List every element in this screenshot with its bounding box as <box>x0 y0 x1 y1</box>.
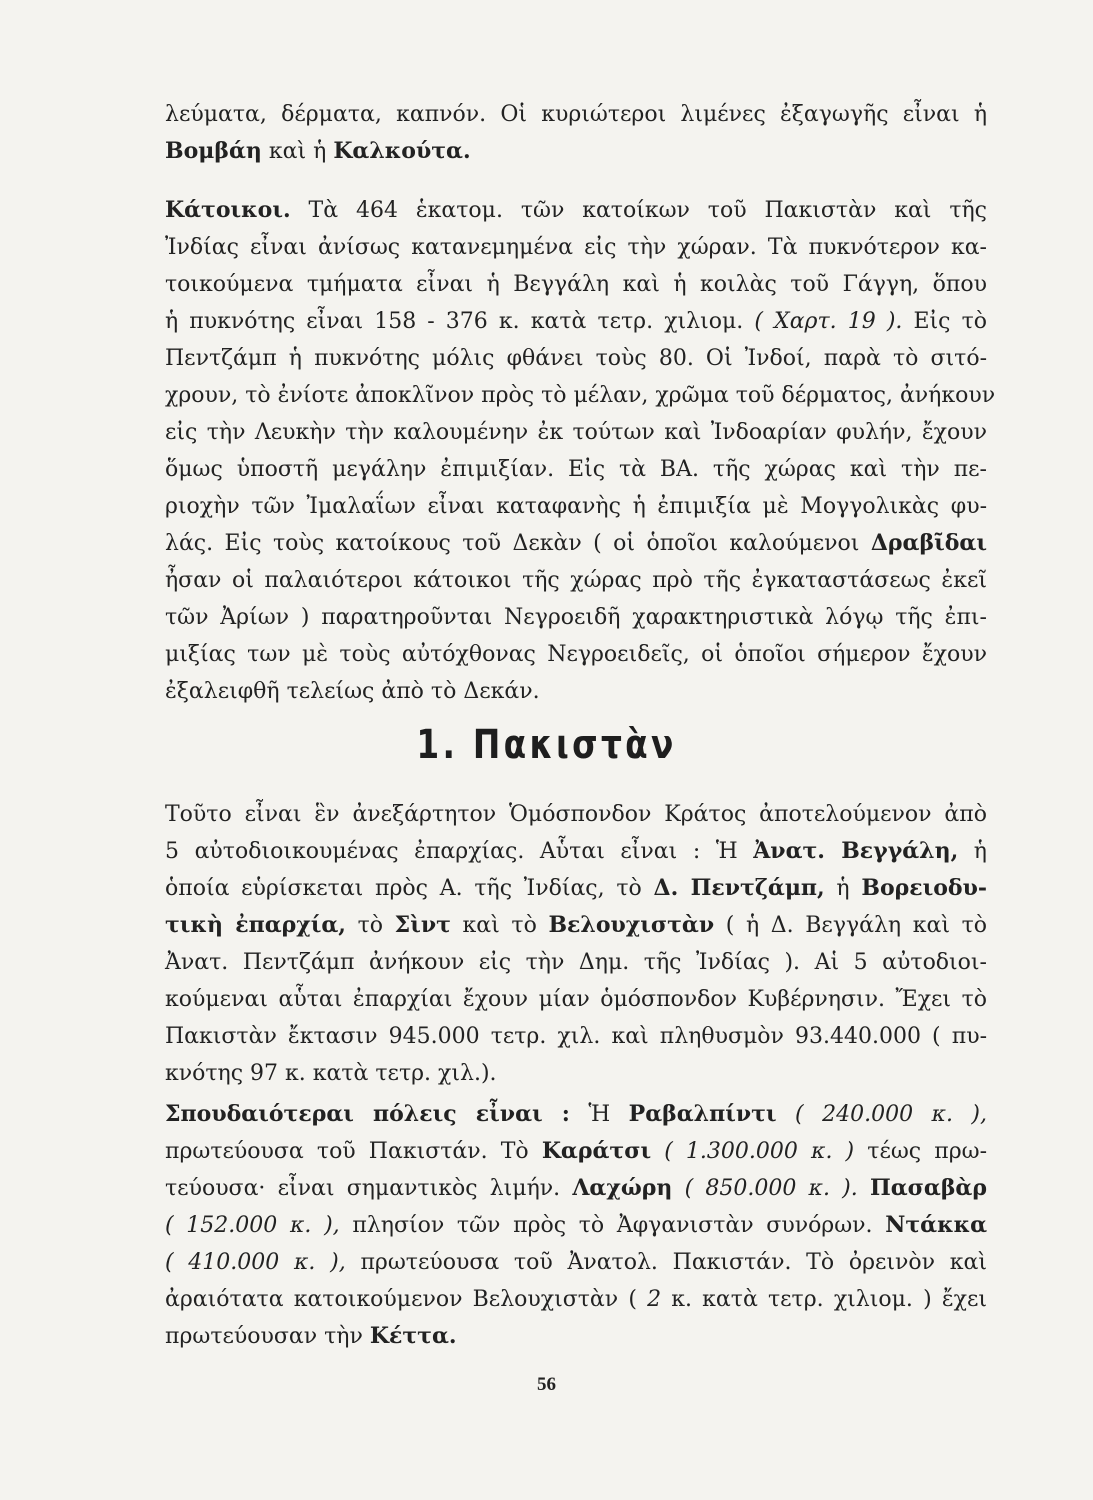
text-run: πρωτεύουσα τοῦ Ἀνατολ. Πακιστάν. Τὸ ὀρεινὸν καὶ <box>345 1250 987 1275</box>
bold-term: Ραβαλπίντι <box>628 1101 777 1127</box>
text-line <box>165 1018 987 1055</box>
text-run: ὁποία εὑρίσκεται πρὸς Α. τῆς Ἰνδίας, τὸ <box>165 876 654 901</box>
text-run: ἡ <box>958 839 987 864</box>
text-run: τῶν Ἀρίων ) παρατηροῦνται Νεγροειδῆ χαρακτηριστικὰ λόγῳ τῆς ἐπι- <box>165 605 987 630</box>
text-line <box>165 377 996 414</box>
text-run: τεύουσα· εἶναι σημαντικὸς λιμήν. <box>165 1176 573 1201</box>
bold-term: Κέττα. <box>369 1323 457 1349</box>
bold-term: Δραβῖδαι <box>870 530 987 556</box>
text-run: ἦσαν οἱ παλαιότεροι κάτοικοι τῆς χώρας πρὸ τῆς ἐγκαταστάσεως ἐκεῖ <box>165 568 987 593</box>
text-line <box>165 303 987 340</box>
text-run: ἡ <box>824 876 862 901</box>
text-line <box>165 266 987 303</box>
text-line <box>165 870 987 907</box>
text-run: Ἀνατ. Πεντζάμπ ἀνήκουν εἰς τὴν Δημ. τῆς Ἰνδίας ). Αἱ 5 αὐτοδιοι- <box>165 950 987 975</box>
bold-term: τικὴ ἐπαρχία, <box>165 912 346 938</box>
text-line <box>165 96 987 133</box>
text-run: χρουν, τὸ ἐνίοτε ἀποκλῖνον πρὸς τὸ μέλαν, χρῶμα τοῦ δέρματος, ἀνήκουν <box>165 383 996 408</box>
text-line <box>165 1244 987 1281</box>
text-run: ἡ πυκνότης εἶναι 158 - 376 κ. κατὰ τετρ. χιλιομ. <box>165 309 755 334</box>
text-line <box>165 796 987 833</box>
inhabitants-paragraph <box>165 192 996 710</box>
bold-term: Σὶντ <box>394 912 451 938</box>
text-run: πρωτεύουσα τοῦ Πακιστάν. Τὸ <box>165 1139 542 1164</box>
text-run: κ. κατὰ τετρ. χιλιομ. ) ἔχει <box>661 1287 987 1312</box>
bold-term: Πασαβὰρ <box>869 1175 987 1201</box>
text-run: τέως πρω- <box>854 1139 987 1164</box>
intro-paragraph <box>165 96 987 170</box>
text-line <box>165 1281 987 1318</box>
italic-note: ( 1.300.000 κ. ) <box>651 1139 855 1164</box>
text-line <box>165 229 987 266</box>
text-run: ἀραιότατα κατοικούμενον Βελουχιστὰν ( <box>165 1287 648 1312</box>
cities-paragraph <box>165 1096 987 1355</box>
text-run: κνότης 97 κ. κατὰ τετρ. χιλ.). <box>165 1061 497 1086</box>
text-run: Πακιστὰν ἔκτασιν 945.000 τετρ. χιλ. καὶ πληθυσμὸν 93.440.000 ( πυ- <box>165 1024 987 1049</box>
text-line <box>165 133 987 170</box>
text-line <box>165 192 987 229</box>
text-run: τοικούμενα τμήματα εἶναι ἡ Βεγγάλη καὶ ἡ κοιλὰς τοῦ Γάγγη, ὅπου <box>165 272 987 297</box>
text-line <box>165 562 987 599</box>
text-run: λάς. Εἰς τοὺς κατοίκους τοῦ Δεκὰν ( οἱ ὁποῖοι καλούμενοι <box>165 531 871 556</box>
text-line <box>165 981 987 1018</box>
text-line <box>165 1133 987 1170</box>
text-run: καὶ ἡ <box>261 139 334 164</box>
text-run: πλησίον τῶν πρὸς τὸ Ἀφγανιστὰν συνόρων. <box>339 1213 886 1238</box>
bold-term: Βομβάη <box>165 138 262 164</box>
italic-note: ( Χαρτ. 19 ). <box>754 309 903 334</box>
text-run: λεύματα, δέρματα, καπνόν. Οἱ κυριώτεροι λιμένες ἐξαγωγῆς εἶναι ἡ <box>165 102 987 127</box>
bold-term: Κάτοικοι. <box>165 197 291 223</box>
italic-note: ( 850.000 κ. ). <box>672 1176 858 1201</box>
text-line <box>165 525 987 562</box>
text-run: εἰς τὴν Λευκὴν τὴν καλουμένην ἐκ τούτων καὶ Ἰνδοαρίαν φυλήν, ἔχουν <box>165 420 987 445</box>
text-line <box>165 414 987 451</box>
text-line <box>165 488 987 525</box>
bold-term: Καλκούτα. <box>333 138 471 164</box>
text-line <box>165 673 987 710</box>
text-line <box>165 907 987 944</box>
text-line <box>165 1170 987 1207</box>
text-line <box>165 1055 987 1092</box>
bold-term: Ἀνατ. Βεγγάλη, <box>753 838 959 864</box>
text-run: πρωτεύουσαν τὴν <box>165 1324 370 1349</box>
bold-term: Σπουδαιότεραι πόλεις εἶναι : <box>165 1101 570 1127</box>
italic-note: ( 240.000 κ. ), <box>776 1102 987 1127</box>
text-run: ὅμως ὑποστῆ μεγάλην ἐπιμιξίαν. Εἰς τὰ ΒΑ. τῆς χώρας καὶ τὴν πε- <box>165 457 987 482</box>
text-run: κούμεναι αὗται ἐπαρχίαι ἔχουν μίαν ὁμόσπονδον Κυβέρνησιν. Ἔχει τὸ <box>165 987 987 1012</box>
bold-term: Βελουχιστὰν <box>548 912 715 938</box>
text-run: Ἰνδίας εἶναι ἀνίσως κατανεμημένα εἰς τὴν χώραν. Τὰ πυκνότερον κα- <box>165 235 987 260</box>
text-run: μιξίας των μὲ τοὺς αὐτόχθονας Νεγροειδεῖς, οἱ ὁποῖοι σήμερον ἔχουν <box>165 642 987 667</box>
section-heading-pakistan: 1. Πακιστὰν <box>416 722 677 768</box>
text-line <box>165 1207 987 1244</box>
bold-term: Βορειοδυ- <box>861 875 988 901</box>
text-run: Εἰς τὸ <box>902 309 988 334</box>
text-run: Τὰ 464 ἑκατομ. τῶν κατοίκων τοῦ Πακιστὰν καὶ τῆς <box>290 198 987 223</box>
text-line <box>165 1096 987 1133</box>
text-run: ριοχὴν τῶν Ἰμαλαΐων εἶναι καταφανὴς ἡ ἐπιμιξία μὲ Μογγολικὰς φυ- <box>165 494 987 519</box>
text-run: ἐξαλειφθῆ τελείως ἀπὸ τὸ Δεκάν. <box>165 679 540 704</box>
text-run: Τοῦτο εἶναι ἓν ἀνεξάρτητον Ὁμόσπονδον Κράτος ἀποτελούμενον ἀπὸ <box>165 802 987 827</box>
bold-term: Ντάκκα <box>885 1212 988 1238</box>
bold-term: Λαχώρη <box>572 1175 673 1201</box>
text-line <box>165 636 987 673</box>
text-run: καὶ τὸ <box>450 913 549 938</box>
text-line <box>165 833 987 870</box>
page-number: 56 <box>537 1374 556 1395</box>
text-run: 5 αὐτοδιοικουμένας ἐπαρχίας. Αὗται εἶναι : Ἡ <box>165 839 754 864</box>
text-run <box>858 1176 870 1201</box>
bold-term: Δ. Πεντζάμπ, <box>653 875 825 901</box>
pakistan-paragraph <box>165 796 987 1092</box>
text-run: Πεντζάμπ ἡ πυκνότης μόλις φθάνει τοὺς 80. Οἱ Ἰνδοί, παρὰ τὸ σιτό- <box>165 346 987 371</box>
text-run: τὸ <box>345 913 395 938</box>
text-line <box>165 944 987 981</box>
text-run: Ἡ <box>569 1102 629 1127</box>
italic-note: 2 <box>647 1287 662 1312</box>
text-line <box>165 1318 987 1355</box>
text-line <box>165 451 987 488</box>
italic-note: ( 152.000 κ. ), <box>165 1213 340 1238</box>
text-line <box>165 340 987 377</box>
text-run: ( ἡ Δ. Βεγγάλη καὶ τὸ <box>714 913 988 938</box>
italic-note: ( 410.000 κ. ), <box>165 1250 346 1275</box>
text-line <box>165 599 987 636</box>
bold-term: Καράτσι <box>541 1138 652 1164</box>
